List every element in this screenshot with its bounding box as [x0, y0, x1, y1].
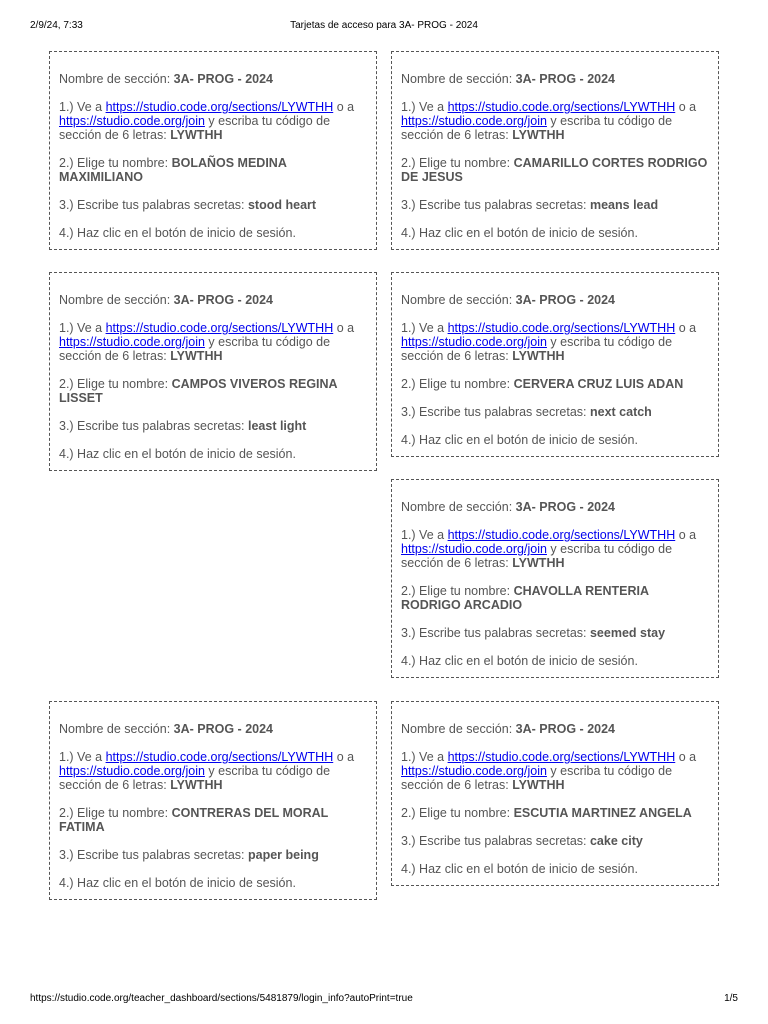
step-1-or: o a: [336, 750, 355, 764]
print-url: https://studio.code.org/teacher_dashboard/sections/5481879/login_info?autoPrint=true: [30, 993, 413, 1004]
join-link[interactable]: https://studio.code.org/join: [401, 114, 547, 128]
section-name: 3A- PROG - 2024: [515, 500, 615, 514]
section-label: Nombre de sección:: [59, 722, 171, 736]
sections-link[interactable]: https://studio.code.org/sections/LYWTHH: [447, 321, 676, 335]
step-1-or: o a: [678, 100, 697, 114]
join-link[interactable]: https://studio.code.org/join: [59, 335, 205, 349]
step-4: 4.) Haz clic en el botón de inicio de sesión.: [401, 862, 638, 876]
step-2-prefix: 2.) Elige tu nombre:: [401, 584, 511, 598]
sections-link[interactable]: https://studio.code.org/sections/LYWTHH: [447, 528, 676, 542]
step-2: [401, 584, 709, 612]
login-card: [49, 272, 377, 471]
step-2-prefix: 2.) Elige tu nombre:: [401, 377, 511, 391]
section-code: LYWTHH: [512, 349, 565, 363]
step-1-or: o a: [678, 528, 697, 542]
secret-words: cake city: [589, 834, 643, 848]
print-title: Tarjetas de acceso para 3A- PROG - 2024: [290, 20, 478, 31]
section-name: 3A- PROG - 2024: [173, 293, 273, 307]
step-1-or: o a: [336, 100, 355, 114]
section-label: Nombre de sección:: [401, 500, 513, 514]
step-3-prefix: 3.) Escribe tus palabras secretas:: [59, 419, 245, 433]
section-code: LYWTHH: [512, 556, 565, 570]
secret-words: next catch: [589, 405, 652, 419]
section-name: 3A- PROG - 2024: [515, 293, 615, 307]
student-name: CAMARILLO CORTES RODRIGO DE JESUS: [401, 156, 708, 184]
step-4: 4.) Haz clic en el botón de inicio de sesión.: [401, 226, 638, 240]
step-1-prefix: 1.) Ve a: [401, 750, 445, 764]
section-code: LYWTHH: [170, 778, 223, 792]
login-card: [49, 51, 377, 250]
step-2-prefix: 2.) Elige tu nombre:: [401, 156, 511, 170]
step-3-prefix: 3.) Escribe tus palabras secretas:: [401, 626, 587, 640]
section-name-line: [401, 500, 709, 514]
section-name: 3A- PROG - 2024: [515, 722, 615, 736]
step-1-prefix: 1.) Ve a: [401, 528, 445, 542]
step-2: [401, 156, 709, 184]
print-header: [30, 20, 738, 34]
step-1: [401, 750, 709, 792]
step-2-prefix: 2.) Elige tu nombre:: [59, 156, 169, 170]
step-1-or: o a: [678, 750, 697, 764]
secret-words: paper being: [247, 848, 319, 862]
step-2-prefix: 2.) Elige tu nombre:: [59, 806, 169, 820]
step-4: 4.) Haz clic en el botón de inicio de sesión.: [59, 226, 296, 240]
sections-link[interactable]: https://studio.code.org/sections/LYWTHH: [105, 750, 334, 764]
sections-link[interactable]: https://studio.code.org/sections/LYWTHH: [447, 750, 676, 764]
secret-words: means lead: [589, 198, 659, 212]
step-3: [59, 419, 367, 433]
student-name: CONTRERAS DEL MORAL FATIMA: [59, 806, 329, 834]
step-1-prefix: 1.) Ve a: [401, 100, 445, 114]
step-3-prefix: 3.) Escribe tus palabras secretas:: [59, 848, 245, 862]
section-name: 3A- PROG - 2024: [173, 722, 273, 736]
step-1-suffix: y escriba tu código de sección de 6 letras:: [59, 335, 331, 363]
page-number: 1/5: [724, 993, 738, 1004]
secret-words: seemed stay: [589, 626, 666, 640]
section-name: 3A- PROG - 2024: [515, 72, 615, 86]
student-name: CHAVOLLA RENTERIA RODRIGO ARCADIO: [401, 584, 649, 612]
section-name-line: [401, 722, 709, 736]
step-3-prefix: 3.) Escribe tus palabras secretas:: [401, 405, 587, 419]
step-2-prefix: 2.) Elige tu nombre:: [401, 806, 511, 820]
step-4: 4.) Haz clic en el botón de inicio de sesión.: [401, 433, 638, 447]
section-name-line: [59, 293, 367, 307]
section-name-line: [59, 72, 367, 86]
join-link[interactable]: https://studio.code.org/join: [401, 764, 547, 778]
section-label: Nombre de sección:: [401, 293, 513, 307]
sections-link[interactable]: https://studio.code.org/sections/LYWTHH: [105, 100, 334, 114]
step-3: [59, 198, 367, 212]
section-code: LYWTHH: [512, 778, 565, 792]
section-label: Nombre de sección:: [59, 72, 171, 86]
section-label: Nombre de sección:: [401, 72, 513, 86]
step-1-suffix: y escriba tu código de sección de 6 letras:: [401, 764, 673, 792]
step-1-suffix: y escriba tu código de sección de 6 letras:: [401, 542, 673, 570]
step-2: [59, 806, 367, 834]
step-3: [59, 848, 367, 862]
join-link[interactable]: https://studio.code.org/join: [59, 764, 205, 778]
step-3-prefix: 3.) Escribe tus palabras secretas:: [59, 198, 245, 212]
step-1: [401, 528, 709, 570]
step-3: [401, 405, 709, 419]
login-card: [391, 272, 719, 457]
step-3: [401, 834, 709, 848]
step-1: [59, 321, 367, 363]
sections-link[interactable]: https://studio.code.org/sections/LYWTHH: [105, 321, 334, 335]
step-1-or: o a: [678, 321, 697, 335]
step-2: [401, 377, 709, 391]
join-link[interactable]: https://studio.code.org/join: [401, 335, 547, 349]
step-1-prefix: 1.) Ve a: [59, 321, 103, 335]
step-1: [59, 100, 367, 142]
step-1-prefix: 1.) Ve a: [401, 321, 445, 335]
section-code: LYWTHH: [512, 128, 565, 142]
secret-words: stood heart: [247, 198, 317, 212]
section-name-line: [401, 293, 709, 307]
join-link[interactable]: https://studio.code.org/join: [401, 542, 547, 556]
section-code: LYWTHH: [170, 349, 223, 363]
section-name: 3A- PROG - 2024: [173, 72, 273, 86]
step-1-suffix: y escriba tu código de sección de 6 letras:: [401, 335, 673, 363]
section-label: Nombre de sección:: [401, 722, 513, 736]
step-3: [401, 198, 709, 212]
step-3: [401, 626, 709, 640]
step-3-prefix: 3.) Escribe tus palabras secretas:: [401, 834, 587, 848]
section-name-line: [59, 722, 367, 736]
print-datetime: 2/9/24, 7:33: [30, 20, 83, 31]
student-name: BOLAÑOS MEDINA MAXIMILIANO: [59, 156, 287, 184]
step-1: [59, 750, 367, 792]
step-1-suffix: y escriba tu código de sección de 6 letras:: [59, 764, 331, 792]
step-3-prefix: 3.) Escribe tus palabras secretas:: [401, 198, 587, 212]
step-2-prefix: 2.) Elige tu nombre:: [59, 377, 169, 391]
student-name: CERVERA CRUZ LUIS ADAN: [513, 377, 684, 391]
section-code: LYWTHH: [170, 128, 223, 142]
step-1-suffix: y escriba tu código de sección de 6 letras:: [59, 114, 331, 142]
section-name-line: [401, 72, 709, 86]
print-footer: [30, 993, 738, 1007]
section-label: Nombre de sección:: [59, 293, 171, 307]
join-link[interactable]: https://studio.code.org/join: [59, 114, 205, 128]
step-1-suffix: y escriba tu código de sección de 6 letras:: [401, 114, 673, 142]
login-card: [391, 479, 719, 678]
step-2: [59, 156, 367, 184]
student-name: CAMPOS VIVEROS REGINA LISSET: [59, 377, 338, 405]
step-1-or: o a: [336, 321, 355, 335]
step-1-prefix: 1.) Ve a: [59, 750, 103, 764]
step-2: [59, 377, 367, 405]
secret-words: least light: [247, 419, 307, 433]
step-4: 4.) Haz clic en el botón de inicio de sesión.: [59, 447, 296, 461]
login-card: [391, 701, 719, 886]
step-2: [401, 806, 709, 820]
step-1: [401, 321, 709, 363]
login-card: [391, 51, 719, 250]
student-name: ESCUTIA MARTINEZ ANGELA: [513, 806, 692, 820]
sections-link[interactable]: https://studio.code.org/sections/LYWTHH: [447, 100, 676, 114]
login-card: [49, 701, 377, 900]
step-1-prefix: 1.) Ve a: [59, 100, 103, 114]
step-4: 4.) Haz clic en el botón de inicio de sesión.: [401, 654, 638, 668]
step-1: [401, 100, 709, 142]
step-4: 4.) Haz clic en el botón de inicio de sesión.: [59, 876, 296, 890]
